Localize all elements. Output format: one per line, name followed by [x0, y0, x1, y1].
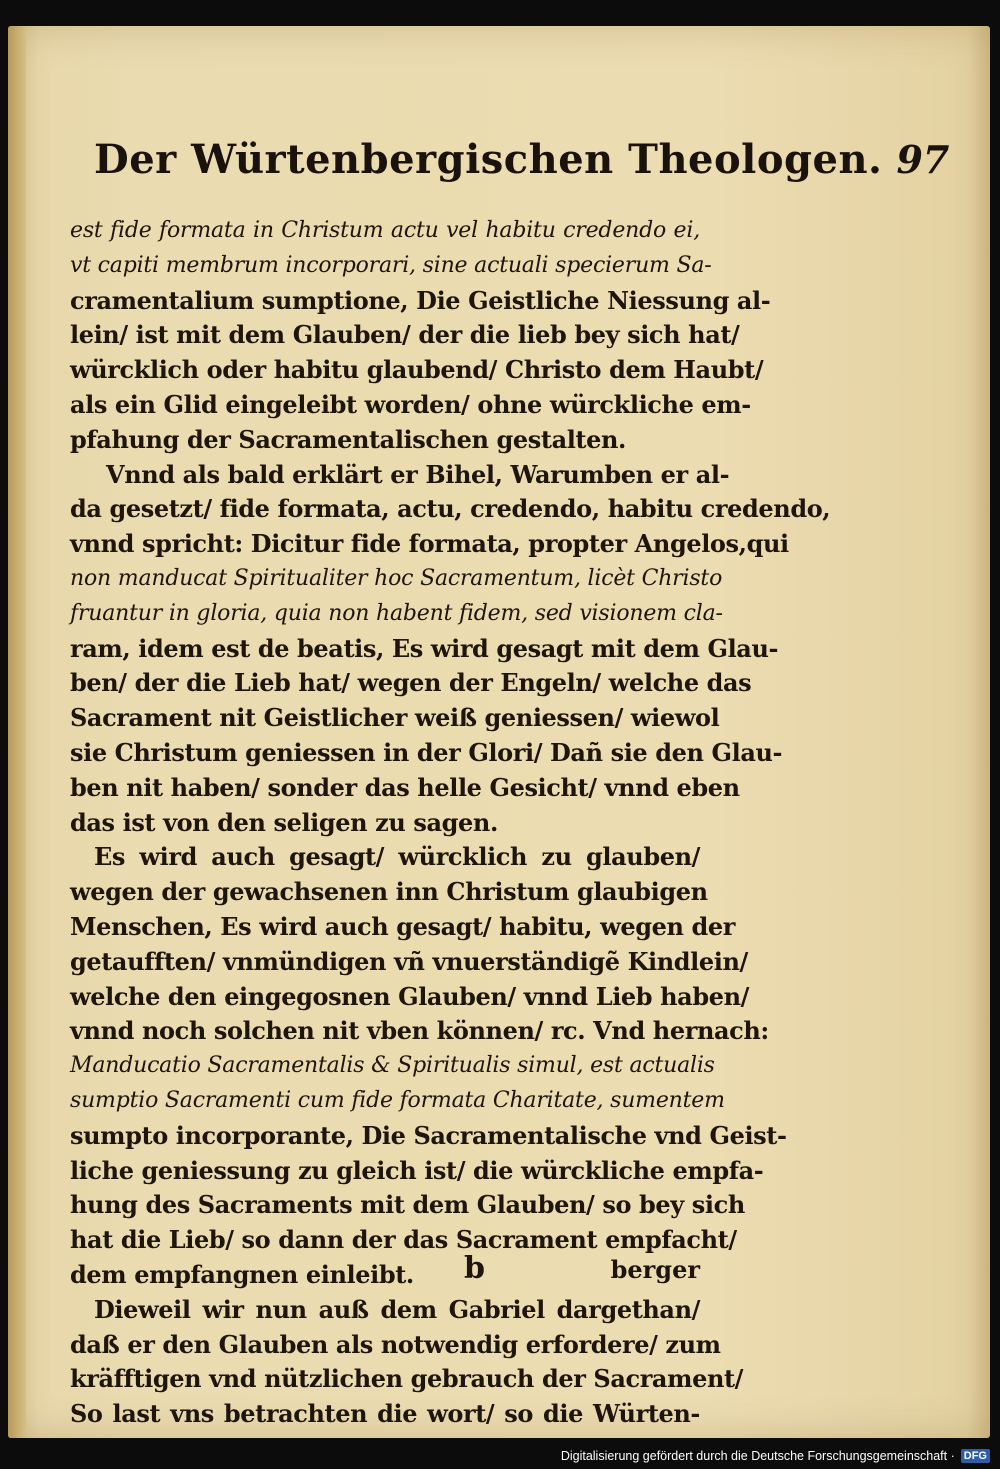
- text-line: würcklich oder habitu glaubend/ Christo dem Haubt/: [70, 355, 764, 385]
- text-line: cramentalium sumptione, Die Geistliche Niessung al-: [70, 285, 771, 315]
- text-line: Manducatio Sacramentalis & Spiritualis simul, est actualis: [70, 1053, 715, 1079]
- text-line: sie Christum geniessen in der Glori/ Dañ sie den Glau-: [70, 737, 783, 767]
- text-line: Vnnd als bald erklärt er Bihel, Warumben er al-: [106, 459, 730, 489]
- text-line: vt capiti membrum incorporari, sine actuali specierum Sa-: [70, 252, 712, 278]
- text-line: ben nit haben/ sonder das helle Gesicht/ vnnd eben: [70, 772, 740, 802]
- text-line: Es wird auch gesagt/ würcklich zu glauben/: [94, 842, 700, 872]
- text-line: getaufften/ vnmündigen vñ vnuerständigẽ Kindlein/: [70, 946, 748, 976]
- text-line: das ist von den seligen zu sagen.: [70, 807, 498, 837]
- text-line: als ein Glid eingeleibt worden/ ohne würckliche em-: [70, 389, 751, 419]
- text-line: lein/ ist mit dem Glauben/ der die lieb bey sich hat/: [70, 320, 740, 350]
- text-line: sumpto incorporante, Die Sacramentalische vnd Geist-: [70, 1120, 787, 1150]
- dfg-logo-icon: DFG: [961, 1449, 990, 1463]
- credit-text: Digitalisierung gefördert durch die Deutsche Forschungsgemeinschaft ·: [560, 1449, 955, 1463]
- page-number: 97: [896, 137, 950, 182]
- page-footer: [70, 1251, 700, 1291]
- text-line: pfahung der Sacramentalischen gestalten.: [70, 424, 626, 454]
- text-line: vnnd noch solchen nit vben können/ rc. Vnd hernach:: [70, 1016, 769, 1046]
- text-line: ben/ der die Lieb hat/ wegen der Engeln/ welche das: [70, 668, 752, 698]
- signature-mark: b: [464, 1251, 485, 1286]
- text-line: Dieweil wir nun auß dem Gabriel dargethan/: [94, 1294, 700, 1324]
- text-line: ram, idem est de beatis, Es wird gesagt mit dem Glau-: [70, 633, 779, 663]
- text-line: So last vns betrachten die wort/ so die Würten-: [70, 1399, 700, 1429]
- book-page: [8, 26, 990, 1438]
- text-line: hat die Lieb/ so dann der das Sacrament empfacht/: [70, 1225, 737, 1255]
- text-line: liche geniessung zu gleich ist/ die würckliche empfa-: [70, 1155, 764, 1185]
- text-line: wegen der gewachsenen inn Christum glaubigen: [70, 877, 708, 907]
- text-line: fruantur in gloria, quia non habent fidem, sed visionem cla-: [70, 600, 723, 626]
- body-text: [70, 214, 831, 1432]
- page-header: [94, 136, 950, 183]
- text-line: dem empfangnen einleibt.: [70, 1259, 414, 1289]
- text-line: kräfftigen vnd nützlichen gebrauch der Sacrament/: [70, 1364, 744, 1394]
- text-line: Menschen, Es wird auch gesagt/ habitu, wegen der: [70, 911, 735, 941]
- text-line: welche den eingegosnen Glauben/ vnnd Lieb haben/: [70, 981, 749, 1011]
- text-line: est fide formata in Christum actu vel habitu credendo ei,: [70, 218, 700, 243]
- text-line: daß er den Glauben als notwendig erfordere/ zum: [70, 1329, 721, 1359]
- text-line: Sacrament nit Geistlicher weiß geniessen/ wiewol: [70, 703, 720, 733]
- text-line: da gesetzt/ fide formata, actu, credendo, habitu credendo,: [70, 494, 831, 524]
- text-line: sumptio Sacramenti cum fide formata Charitate, sumentem: [70, 1087, 725, 1113]
- digitization-credit: [561, 1449, 990, 1463]
- text-line: vnnd spricht: Dicitur fide formata, propter Angelos,qui: [70, 529, 789, 559]
- text-line: hung des Sacraments mit dem Glauben/ so bey sich: [70, 1190, 745, 1220]
- text-line: non manducat Spiritualiter hoc Sacramentum, licèt Christo: [70, 565, 723, 591]
- running-title: Der Würtenbergischen Theologen.: [94, 136, 883, 183]
- catchword: berger: [610, 1255, 700, 1284]
